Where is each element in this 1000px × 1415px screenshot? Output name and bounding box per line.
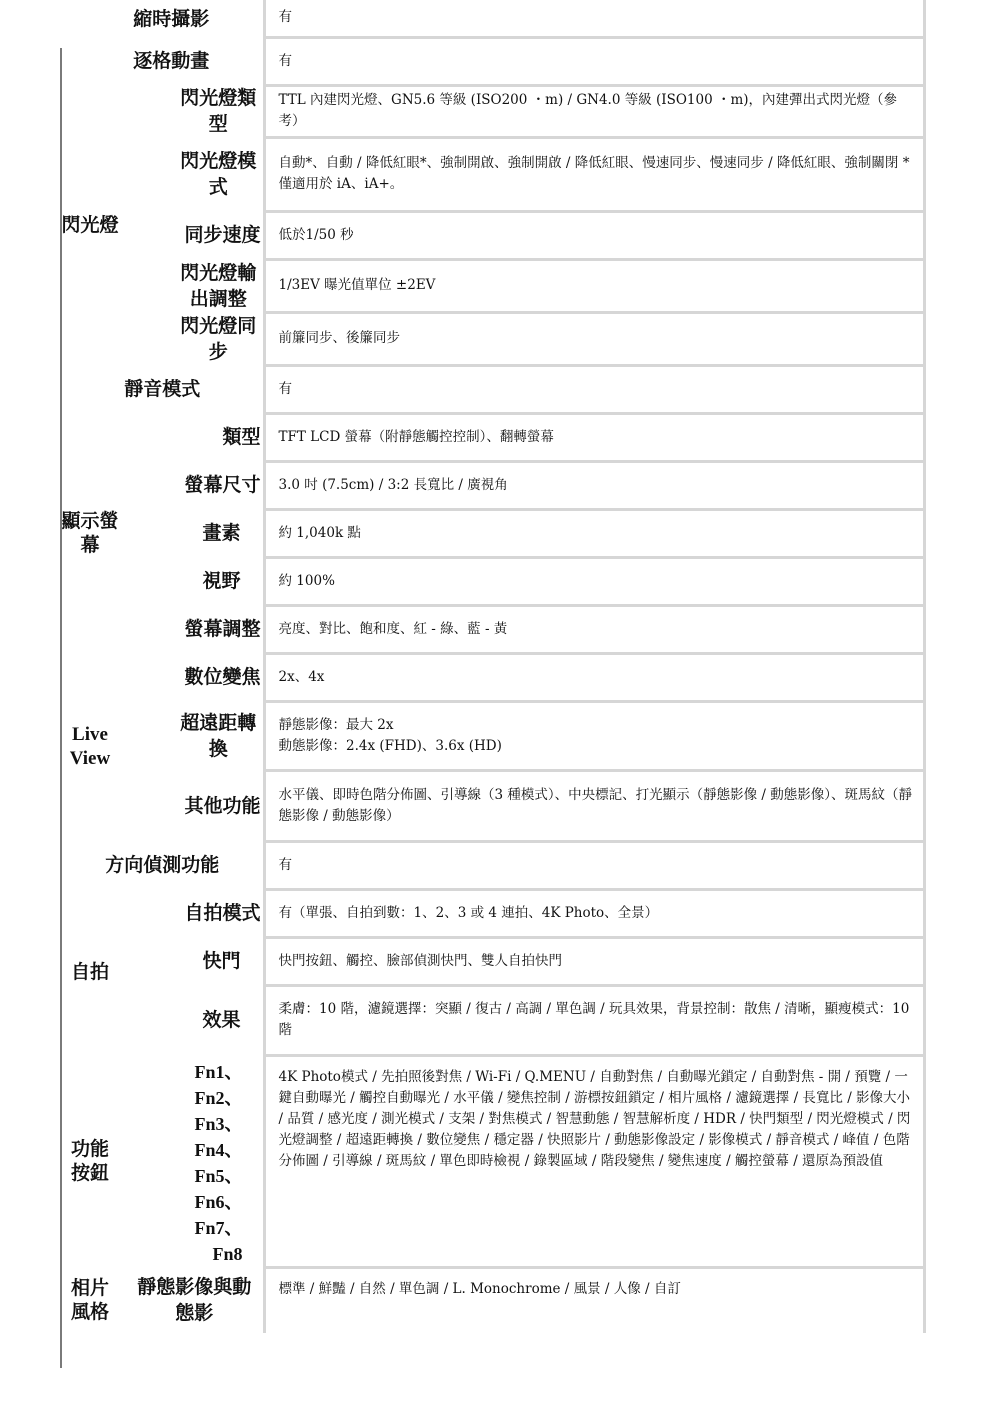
fn-label-line: Fn4、	[194, 1140, 243, 1160]
flash-type-label: 閃光燈類型	[180, 87, 257, 135]
fn-label-line: Fn3、	[194, 1114, 243, 1134]
fn-label-line: Fn6、	[194, 1192, 243, 1212]
table-row	[60, 889, 924, 937]
selfie-mode-label: 自拍模式	[184, 902, 261, 924]
monitor-pixels-value: 約 1,040k 點	[264, 509, 924, 557]
monitor-fov-value: 約 100%	[264, 557, 924, 605]
table-row	[60, 137, 924, 211]
flash-output-adj-value: 1/3EV 曝光值單位 ±2EV	[264, 259, 924, 312]
table-row	[60, 509, 924, 557]
monitor-adjust-value: 亮度、對比、飽和度、紅 - 綠、藍 - 黃	[264, 605, 924, 653]
fn-buttons-value: 4K Photo模式 / 先拍照後對焦 / Wi-Fi / Q.MENU / 自動對焦 / 自動曝光鎖定 / 自動對焦 - 開 / 預覽 / 一鍵自動曝光 / 觸控自動曝光 / 水平儀 / 變焦控制 / 游標按鈕鎖定 / 相片風格 / 濾鏡選擇 / 長寬比 / 影像大小 / 品質 / 感光度 / 測光模式 / 支架 / 對焦模式 / 智慧動態 / 智慧解析度 / HDR / 快門類型 / 閃光燈模式 / 閃光燈調整 / 超遠距轉換 / 數位變焦 / 穩定器 / 快照影片 / 動態影像設定 / 影像模式 / 靜音模式 / 峰值 / 色階分佈圖 / 引導線 / 斑馬紋 / 單色即時檢視 / 錄製區域 / 階段變焦 / 變焦速度 / 觸控螢幕 / 還原為預設值	[264, 1055, 924, 1267]
flash-type-value: TTL 內建閃光燈、GN5.6 等級 (ISO200 ・m) / GN4.0 等級 (ISO100 ・m)，內建彈出式閃光燈（參考）	[264, 85, 924, 137]
liveview-other-value: 水平儀、即時色階分佈圖、引導線（3 種模式）、中央標記、打光顯示（靜態影像 / 動態影像）、斑馬紋（靜態影像 / 動態影像）	[264, 770, 924, 841]
liveview-ex-tele-value	[264, 701, 924, 770]
table-row	[60, 937, 924, 985]
selfie-shutter-label: 快門	[202, 950, 241, 972]
liveview-ex-tele-line2: 動態影像：2.4x (FHD)、3.6x (HD)	[278, 737, 502, 754]
monitor-fov-label: 視野	[202, 570, 241, 592]
flash-sync-speed-label: 同步速度	[184, 224, 261, 246]
photo-style-label: 靜態影像與動態影	[137, 1276, 252, 1324]
flash-output-adj-label: 閃光燈輸出調整	[180, 261, 257, 310]
orientation-label: 方向偵測功能	[105, 854, 220, 876]
selfie-effect-label: 效果	[202, 1009, 241, 1031]
monitor-size-label: 螢幕尺寸	[184, 474, 261, 496]
fn-label-line: Fn2、	[194, 1088, 243, 1108]
spec-table	[60, 0, 924, 1415]
fn-label-line: Fn1、	[194, 1062, 243, 1082]
timelapse-value: 有	[264, 0, 924, 37]
table-row	[60, 85, 924, 137]
table-row	[60, 653, 924, 701]
stopmotion-value: 有	[264, 37, 924, 85]
silent-label: 靜音模式	[124, 378, 201, 400]
table-row	[60, 841, 924, 889]
selfie-mode-value: 有（單張、自拍到數：1、2、3 或 4 連拍、4K Photo、全景）	[264, 889, 924, 937]
liveview-ex-tele-label: 超遠距轉換	[180, 711, 257, 760]
timelapse-label: 縮時攝影	[133, 7, 210, 30]
selfie-shutter-value: 快門按鈕、觸控、臉部偵測快門、雙人自拍快門	[264, 937, 924, 985]
selfie-effect-value: 柔膚：10 階，濾鏡選擇：突顯 / 復古 / 高調 / 單色調 / 玩具效果，背景控制：散焦 / 清晰，顯瘦模式：10 階	[264, 985, 924, 1055]
flash-sync-value: 前簾同步、後簾同步	[264, 312, 924, 365]
table-row	[60, 605, 924, 653]
liveview-other-label: 其他功能	[184, 794, 261, 817]
fn-buttons-category: 功能按鈕	[70, 1138, 109, 1184]
monitor-category: 顯示螢幕	[61, 510, 119, 556]
fn-label-line: Fn7、	[194, 1218, 243, 1238]
fn-buttons-label	[120, 1055, 264, 1267]
flash-sync-speed-value: 低於1/50 秒	[264, 211, 924, 259]
table-row	[60, 770, 924, 841]
photo-style-category: 相片風格	[70, 1277, 109, 1323]
liveview-category: Live View	[69, 724, 111, 769]
monitor-size-value: 3.0 吋 (7.5cm) / 3:2 長寬比 / 廣視角	[264, 461, 924, 509]
table-row	[60, 0, 924, 37]
table-row	[60, 557, 924, 605]
monitor-type-value: TFT LCD 螢幕（附靜態觸控控制）、翻轉螢幕	[264, 413, 924, 461]
table-row	[60, 365, 924, 413]
flash-mode-value: 自動*、自動 / 降低紅眼*、強制開啟、強制開啟 / 降低紅眼、慢速同步、慢速同步 / 降低紅眼、強制關閉 * 僅適用於 iA、iA+。	[264, 137, 924, 211]
stopmotion-label: 逐格動畫	[133, 50, 210, 72]
flash-category: 閃光燈	[61, 214, 119, 236]
table-row	[60, 312, 924, 365]
table-row	[60, 413, 924, 461]
table-row	[60, 1267, 924, 1333]
flash-mode-label: 閃光燈模式	[180, 150, 257, 198]
monitor-pixels-label: 畫素	[202, 522, 241, 544]
orientation-value: 有	[264, 841, 924, 889]
table-row	[60, 259, 924, 312]
flash-sync-label: 閃光燈同步	[180, 314, 257, 363]
table-row	[60, 211, 924, 259]
photo-style-value: 標準 / 鮮豔 / 自然 / 單色調 / L. Monochrome / 風景 / 人像 / 自訂	[264, 1267, 924, 1333]
table-row	[60, 701, 924, 770]
fn-label-line: Fn5、	[194, 1166, 243, 1186]
monitor-type-label: 類型	[222, 426, 261, 448]
monitor-adjust-label: 螢幕調整	[184, 618, 261, 640]
fn-label-line: Fn8	[212, 1244, 243, 1264]
table-row	[60, 985, 924, 1055]
liveview-digital-zoom-value: 2x、4x	[264, 653, 924, 701]
liveview-ex-tele-line1: 靜態影像：最大 2x	[278, 716, 394, 733]
table-row	[60, 1055, 924, 1267]
selfie-category: 自拍	[70, 961, 109, 983]
silent-value: 有	[264, 365, 924, 413]
liveview-digital-zoom-label: 數位變焦	[184, 666, 261, 688]
table-row	[60, 461, 924, 509]
table-row	[60, 37, 924, 85]
